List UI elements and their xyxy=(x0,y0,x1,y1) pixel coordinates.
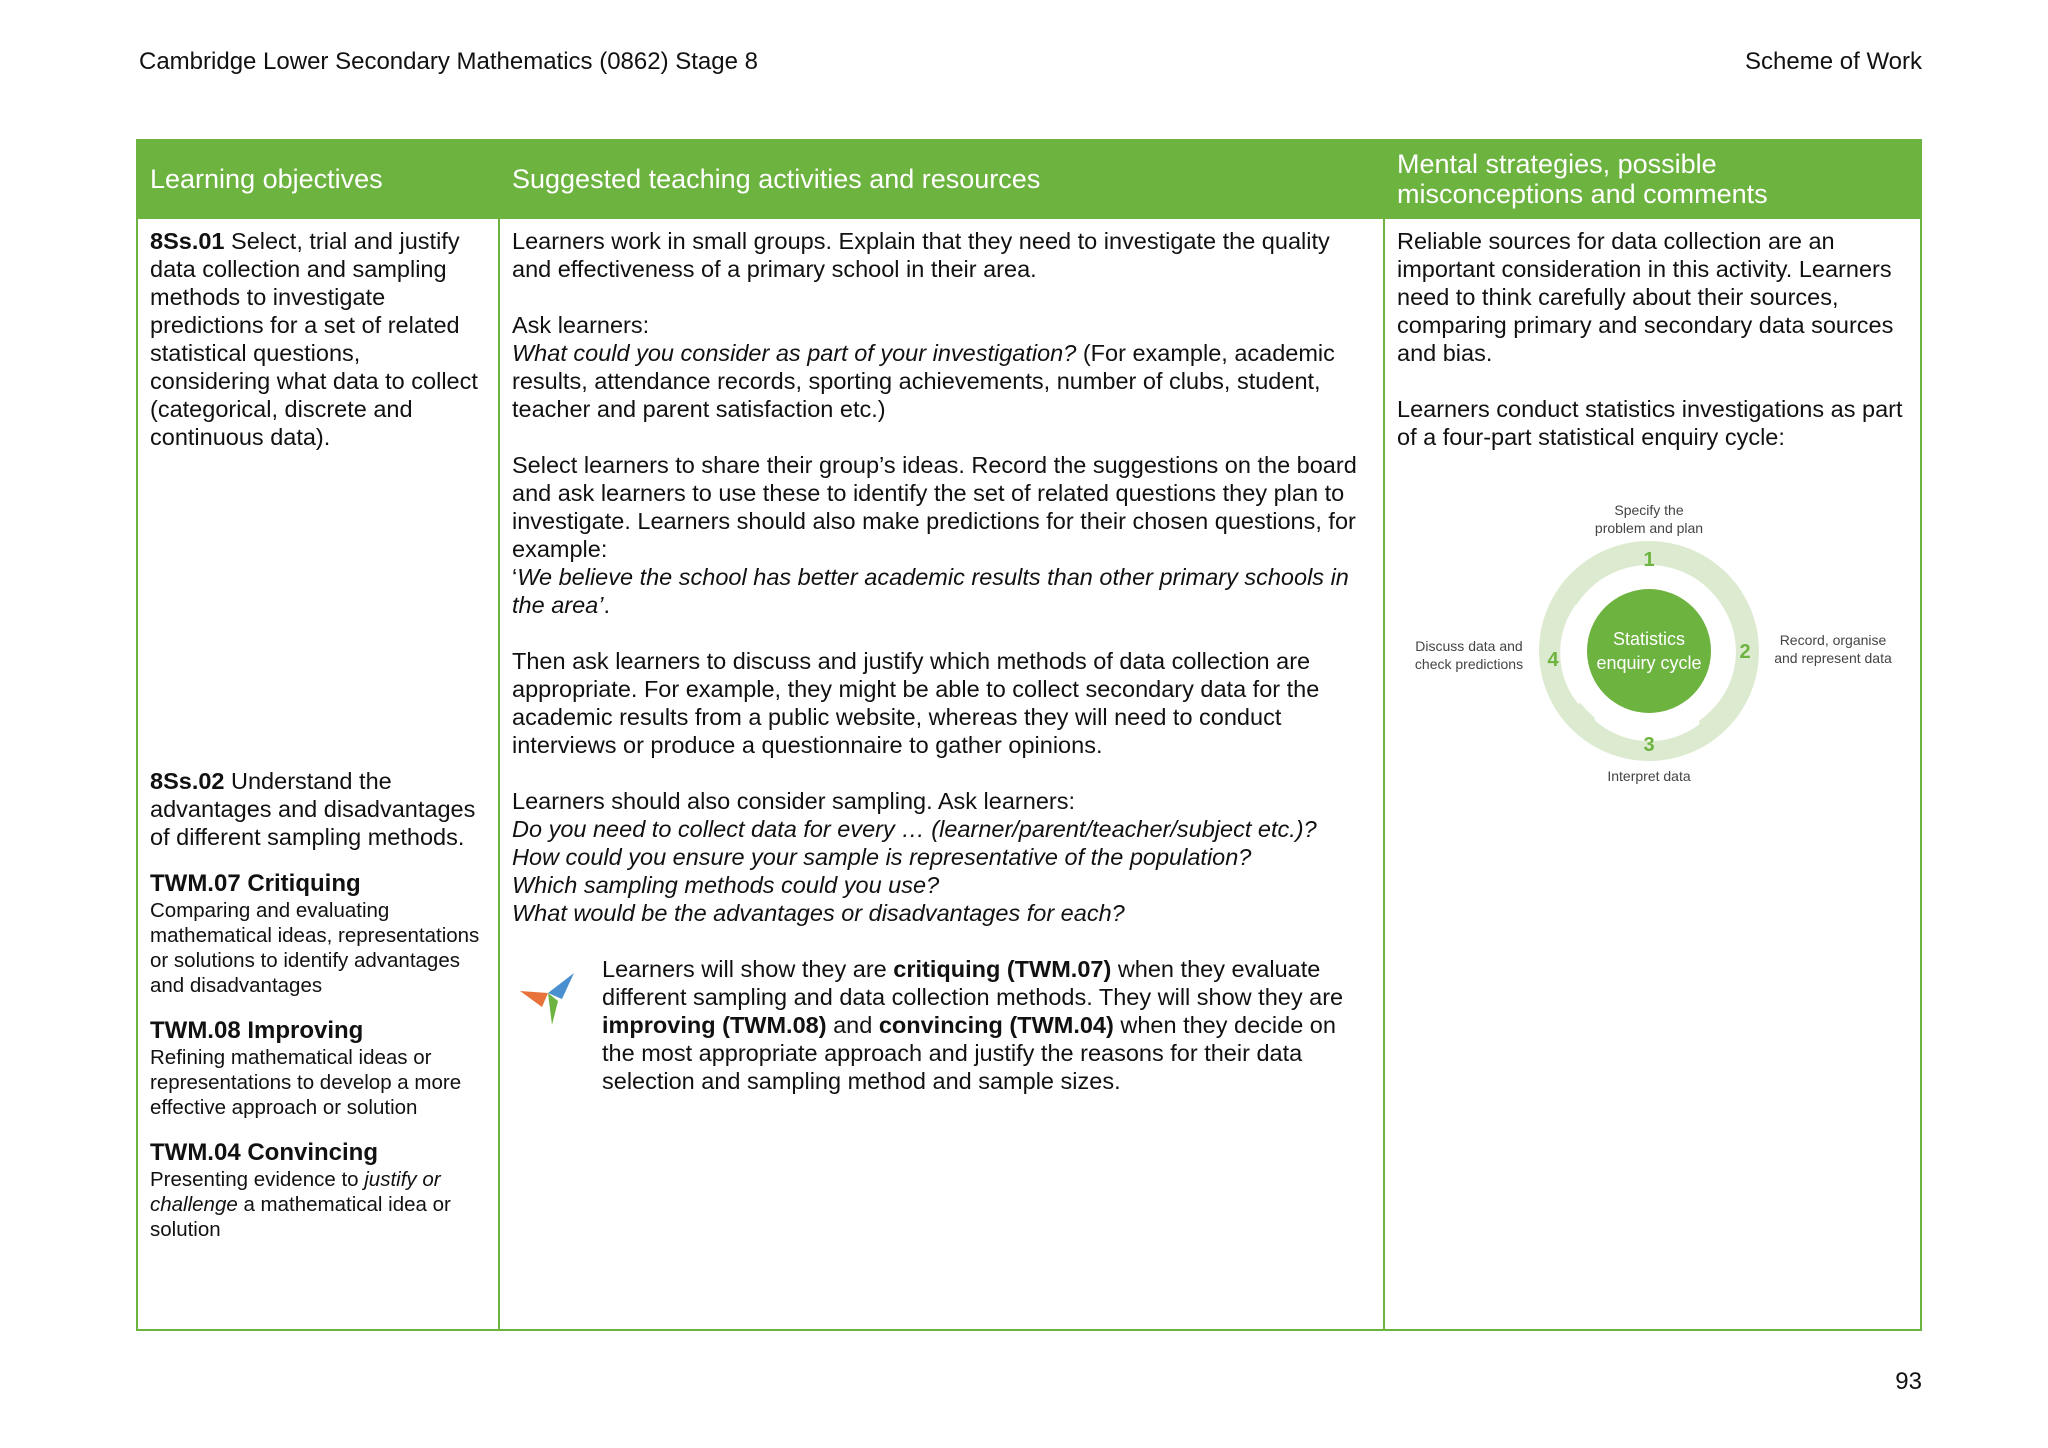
header-learning-objectives: Learning objectives xyxy=(137,140,499,218)
objective-8ss02 xyxy=(150,767,490,851)
activity-question: Do you need to collect data for every … (learner/parent/teacher/subject etc.)? xyxy=(512,816,1317,842)
scheme-of-work-table xyxy=(136,139,1922,1331)
objective-code: 8Ss.02 xyxy=(150,768,225,794)
objective-text: Understand the advantages and disadvantages of different sampling methods. xyxy=(150,768,476,850)
cycle-center xyxy=(1587,589,1711,713)
text-span: when they decide on the most appropriate approach and justify the reasons for their data selection and sampling method and sample sizes. xyxy=(602,1012,1336,1094)
text-span: when they evaluate different sampling and data collection methods. They will show they are xyxy=(602,956,1344,1010)
twm-04-block xyxy=(150,1138,490,1242)
step-3-label: Interpret data xyxy=(1607,768,1691,784)
text-span: justify or challenge xyxy=(150,1168,441,1216)
twm-note-text xyxy=(602,955,1371,1095)
document-header-subtitle: Scheme of Work xyxy=(1745,48,1922,75)
twm-07-description: Comparing and evaluating mathematical ideas, representations or solutions to identify advantages and disadvantages xyxy=(150,899,480,997)
text-span: improving (TWM.08) xyxy=(602,1012,827,1038)
activity-paragraph: Learners should also consider sampling. Ask learners: xyxy=(512,788,1075,814)
twm-08-description: Refining mathematical ideas or representations to develop a more effective approach or solution xyxy=(150,1046,462,1119)
step-2-number: 2 xyxy=(1739,641,1751,663)
step-4-number: 4 xyxy=(1547,649,1559,671)
objective-code: 8Ss.01 xyxy=(150,228,225,254)
step-4-label-line-1: Discuss data and xyxy=(1415,638,1523,654)
twm-note xyxy=(512,955,1371,1095)
activity-question: Which sampling methods could you use? xyxy=(512,872,940,898)
text-span: Presenting evidence to xyxy=(150,1168,365,1191)
header-mental-strategies: Mental strategies, possible misconceptions and comments xyxy=(1384,140,1921,218)
page-number: 93 xyxy=(1895,1368,1922,1395)
comment-paragraph: Reliable sources for data collection are an important consideration in this activity. Learners need to think carefully about their sources, comparing primary and secondary data sources and bias. xyxy=(1397,228,1894,366)
step-2-label-line-1: Record, organise xyxy=(1779,632,1887,648)
text-span: Learners will show they are xyxy=(602,956,894,982)
text-span: critiquing (TWM.07) xyxy=(893,956,1112,982)
text-span: What could you consider as part of your investigation? xyxy=(512,340,1077,366)
header-teaching-activities: Suggested teaching activities and resources xyxy=(499,140,1384,218)
cycle-center-line-1: Statistics xyxy=(1612,629,1686,649)
step-1-number: 1 xyxy=(1643,549,1655,571)
comment-paragraph: Learners conduct statistics investigations as part of a four-part statistical enquiry cycle: xyxy=(1397,396,1903,450)
activity-paragraph: Then ask learners to discuss and justify which methods of data collection are appropriate. For example, they might be able to collect secondary data for the academic results from a public website, whereas they will need to conduct interviews or produce a questionnaire to gather opinions. xyxy=(512,648,1320,758)
step-3-number: 3 xyxy=(1643,734,1655,756)
table-header-row xyxy=(137,140,1921,218)
statistics-enquiry-cycle-diagram xyxy=(1401,491,1911,801)
cycle-center-line-2: enquiry cycle xyxy=(1596,653,1702,673)
text-span: convincing (TWM.04) xyxy=(878,1012,1114,1038)
learning-objectives-cell xyxy=(137,218,499,1330)
twm-04-description xyxy=(150,1167,490,1242)
objective-8ss01 xyxy=(150,227,486,451)
twm-08-block xyxy=(150,1016,490,1120)
objective-group-2 xyxy=(150,767,490,1242)
activity-paragraph: Ask learners: xyxy=(512,312,650,338)
mental-strategies-cell xyxy=(1384,218,1921,1330)
step-4-label-line-2: check predictions xyxy=(1414,656,1524,672)
text-span: and xyxy=(826,1012,879,1038)
twm-07-block xyxy=(150,869,490,998)
teaching-activities-cell xyxy=(499,218,1384,1330)
twm-08-title: TWM.08 Improving xyxy=(150,1017,364,1044)
thinking-mathematically-icon xyxy=(512,955,602,1095)
activity-quote xyxy=(512,563,1371,619)
text-span: . xyxy=(603,592,610,618)
table-row xyxy=(137,218,1921,1330)
activity-paragraph: Learners work in small groups. Explain that they need to investigate the quality and effectiveness of a primary school in their area. xyxy=(512,228,1330,282)
step-2-label-line-2: and represent data xyxy=(1774,650,1892,666)
activity-question: How could you ensure your sample is representative of the population? xyxy=(512,844,1252,870)
step-1-label-line-2: problem and plan xyxy=(1594,520,1704,536)
activity-paragraph: Select learners to share their group’s ideas. Record the suggestions on the board and ask learners to use these to identify the set of related questions they plan to investigate. Learners should also make predictions for their chosen questions, for example: xyxy=(512,452,1357,562)
step-1-label-line-1: Specify the xyxy=(1614,502,1684,518)
text-span: a mathematical idea or solution xyxy=(150,1193,451,1241)
objective-text: Select, trial and justify data collection and sampling methods to investigate predictions for a set of related statistical questions, considering what data to collect (categorical, discrete and continuous data). xyxy=(150,228,478,450)
text-span: We believe the school has better academic results than other primary schools in the area’ xyxy=(512,564,1349,618)
twm-07-title: TWM.07 Critiquing xyxy=(150,870,361,897)
document-header-title: Cambridge Lower Secondary Mathematics (0862) Stage 8 xyxy=(139,48,758,75)
text-span: ‘ xyxy=(512,564,518,590)
activity-question xyxy=(512,339,1371,423)
twm-04-title: TWM.04 Convincing xyxy=(150,1139,378,1166)
activity-question: What would be the advantages or disadvantages for each? xyxy=(512,900,1125,926)
text-span: (For example, academic results, attendance records, sporting achievements, number of clubs, student, teacher and parent satisfaction etc.) xyxy=(512,340,1335,422)
